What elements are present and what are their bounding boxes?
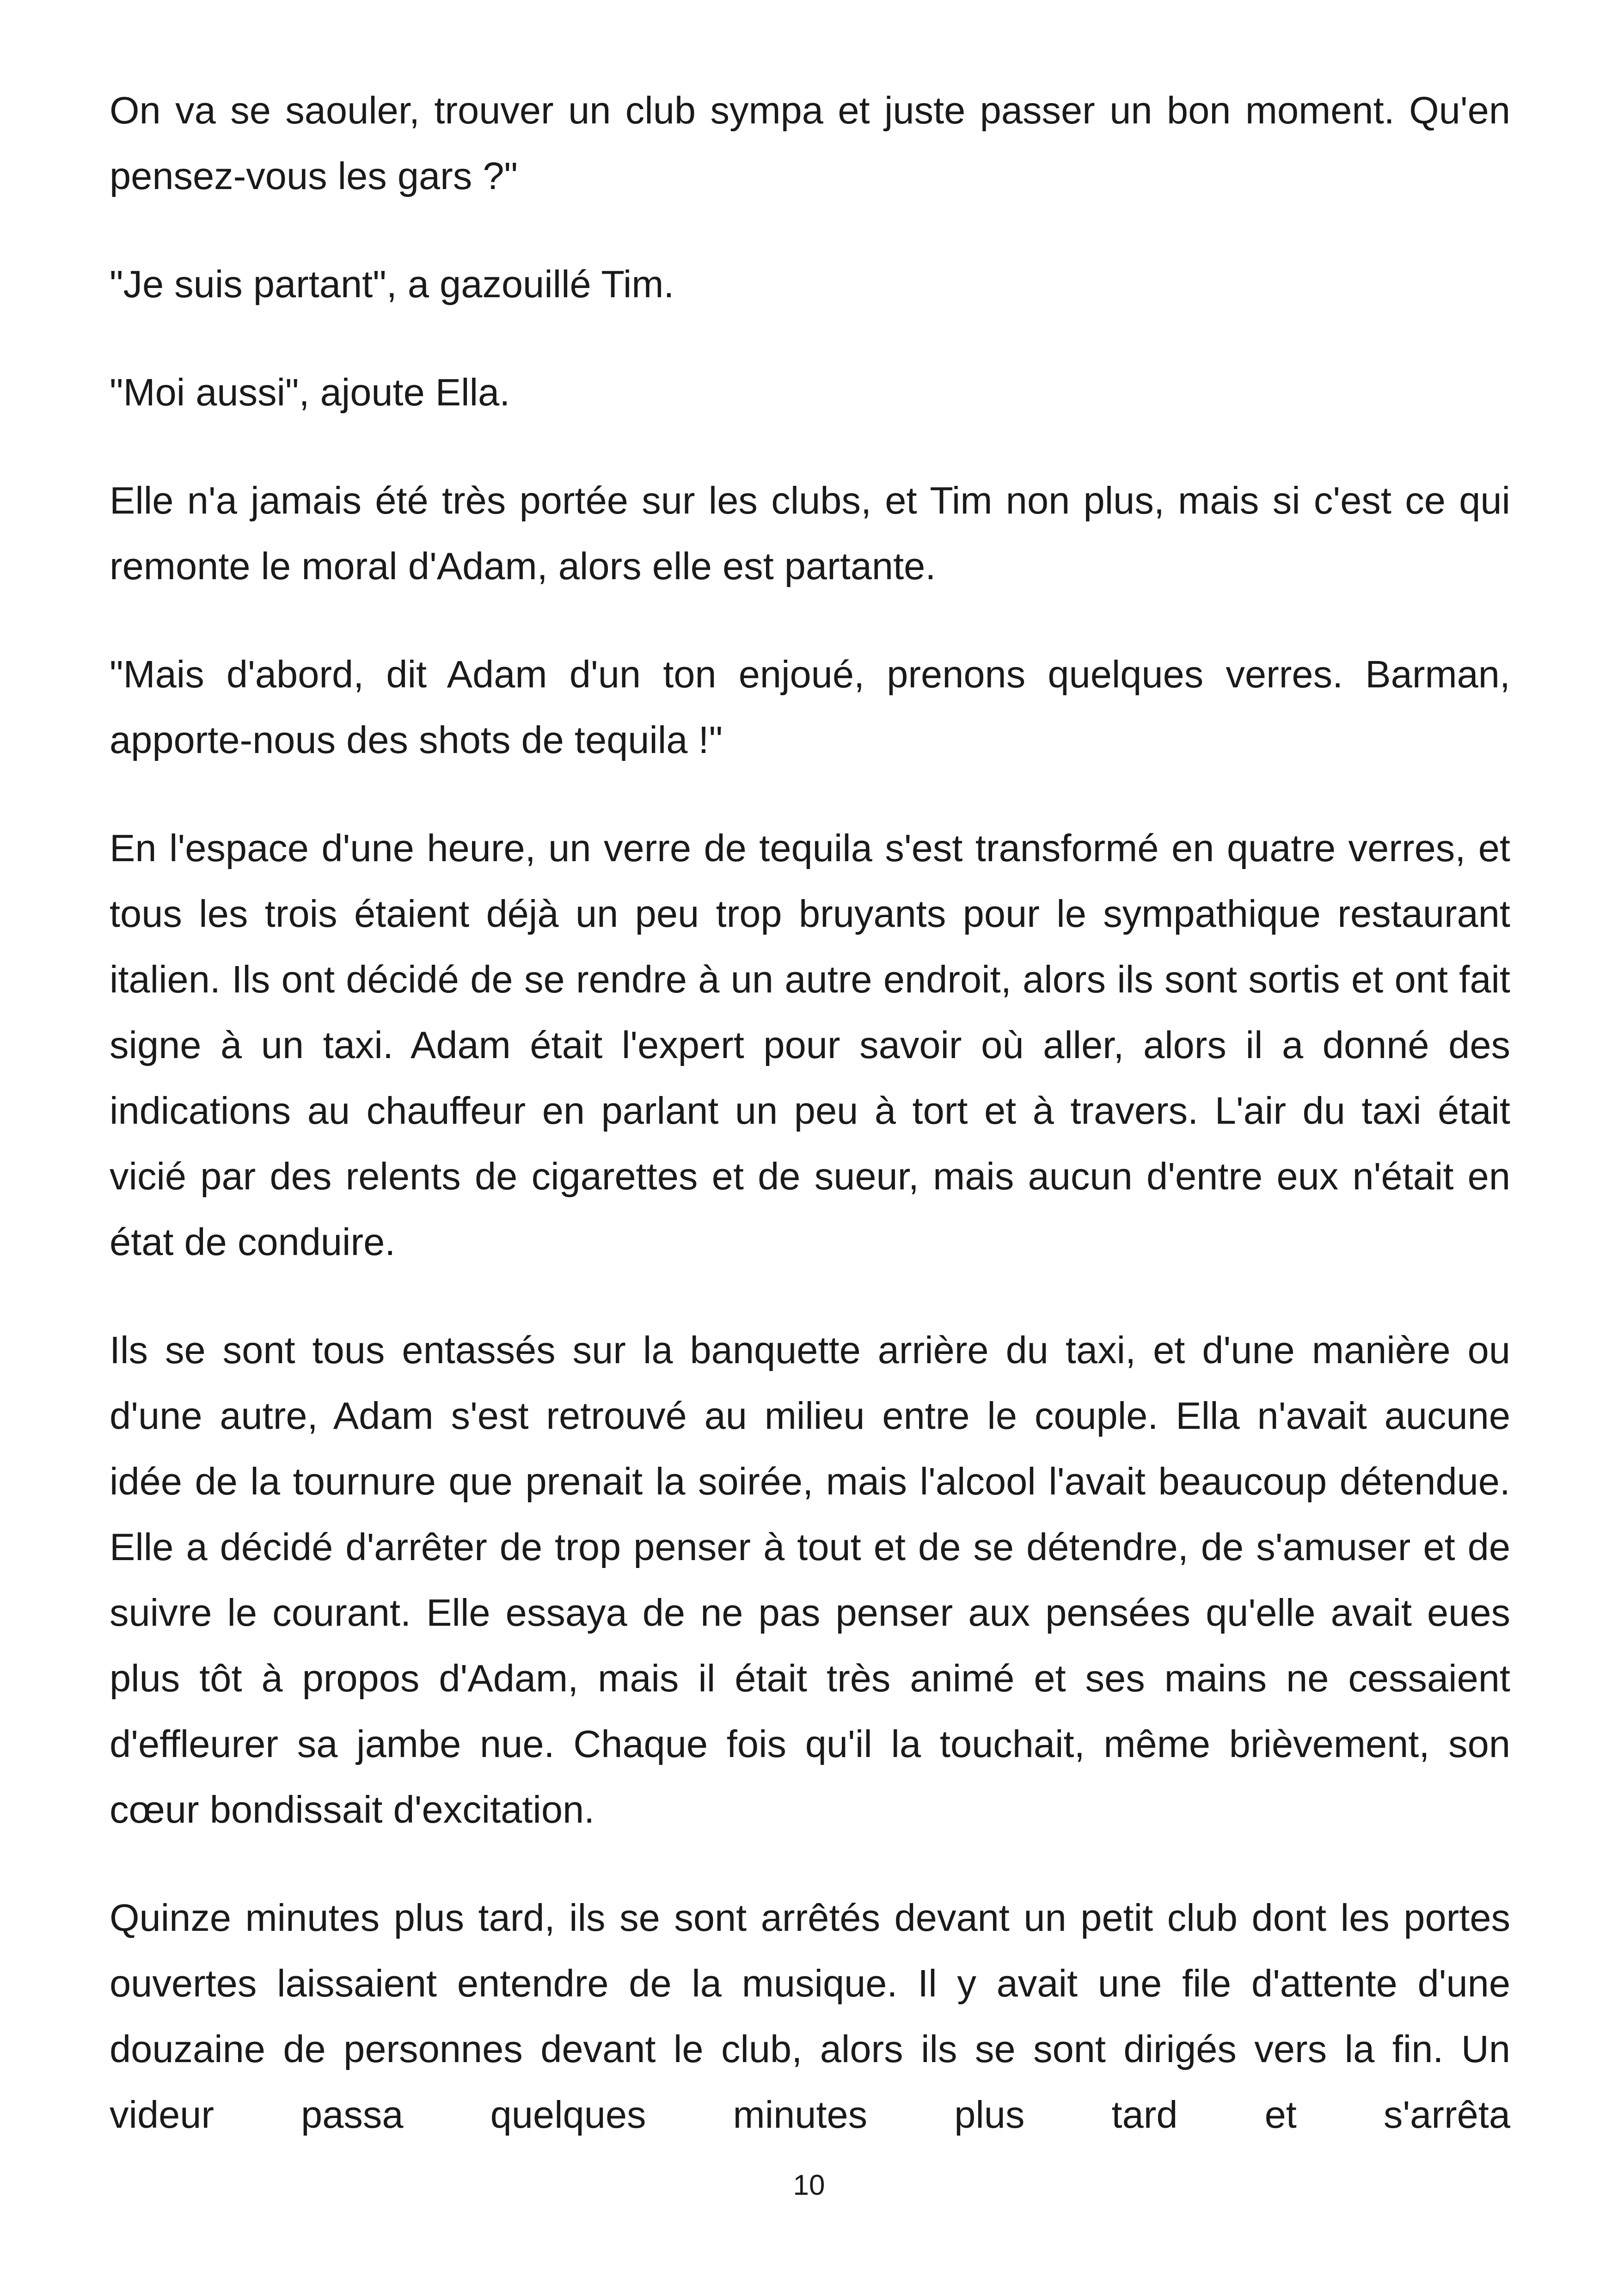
paragraph: "Je suis partant", a gazouillé Tim.	[110, 263, 674, 306]
paragraph: Elle n'a jamais été très portée sur les clubs, et Tim non plus, mais si c'est ce qui remonte le moral d'Adam, alors elle est partante.	[110, 479, 1510, 588]
paragraph: "Moi aussi", ajoute Ella.	[110, 371, 510, 414]
page-number: 10	[793, 2169, 825, 2201]
body-text	[110, 78, 1510, 2148]
paragraph: "Mais d'abord, dit Adam d'un ton enjoué, prenons quelques verres. Barman, apporte-nous des shots de tequila !"	[110, 653, 1510, 761]
paragraph: En l'espace d'une heure, un verre de tequila s'est transformé en quatre verres, et tous les trois étaient déjà un peu trop bruyants pour le sympathique restaurant italien. Ils ont décidé de se rendre à un autre endroit, alors ils sont sortis et ont fait signe à un taxi. Adam était l'expert pour savoir où aller, alors il a donné des indications au chauffeur en parlant un peu à tort et à travers. L'air du taxi était vicié par des relents de cigarettes et de sueur, mais aucun d'entre eux n'était en état de conduire.	[110, 827, 1510, 1263]
paragraph: Ils se sont tous entassés sur la banquette arrière du taxi, et d'une manière ou d'une autre, Adam s'est retrouvé au milieu entre le couple. Ella n'avait aucune idée de la tournure que prenait la soirée, mais l'alcool l'avait beaucoup détendue. Elle a décidé d'arrêter de trop penser à tout et de se détendre, de s'amuser et de suivre le courant. Elle essaya de ne pas penser aux pensées qu'elle avait eues plus tôt à propos d'Adam, mais il était très animé et ses mains ne cessaient d'effleurer sa jambe nue. Chaque fois qu'il la touchait, même brièvement, son cœur bondissait d'excitation.	[110, 1329, 1510, 1831]
paragraph: On va se saouler, trouver un club sympa et juste passer un bon moment. Qu'en pensez-vous les gars ?"	[110, 89, 1510, 197]
paragraph: Quinze minutes plus tard, ils se sont arrêtés devant un petit club dont les portes ouvertes laissaient entendre de la musique. Il y avait une file d'attente d'une douzaine de personnes devant le club, alors ils se sont dirigés vers la fin. Un videur passa quelques minutes plus tard et s'arrêta	[110, 1896, 1510, 2136]
